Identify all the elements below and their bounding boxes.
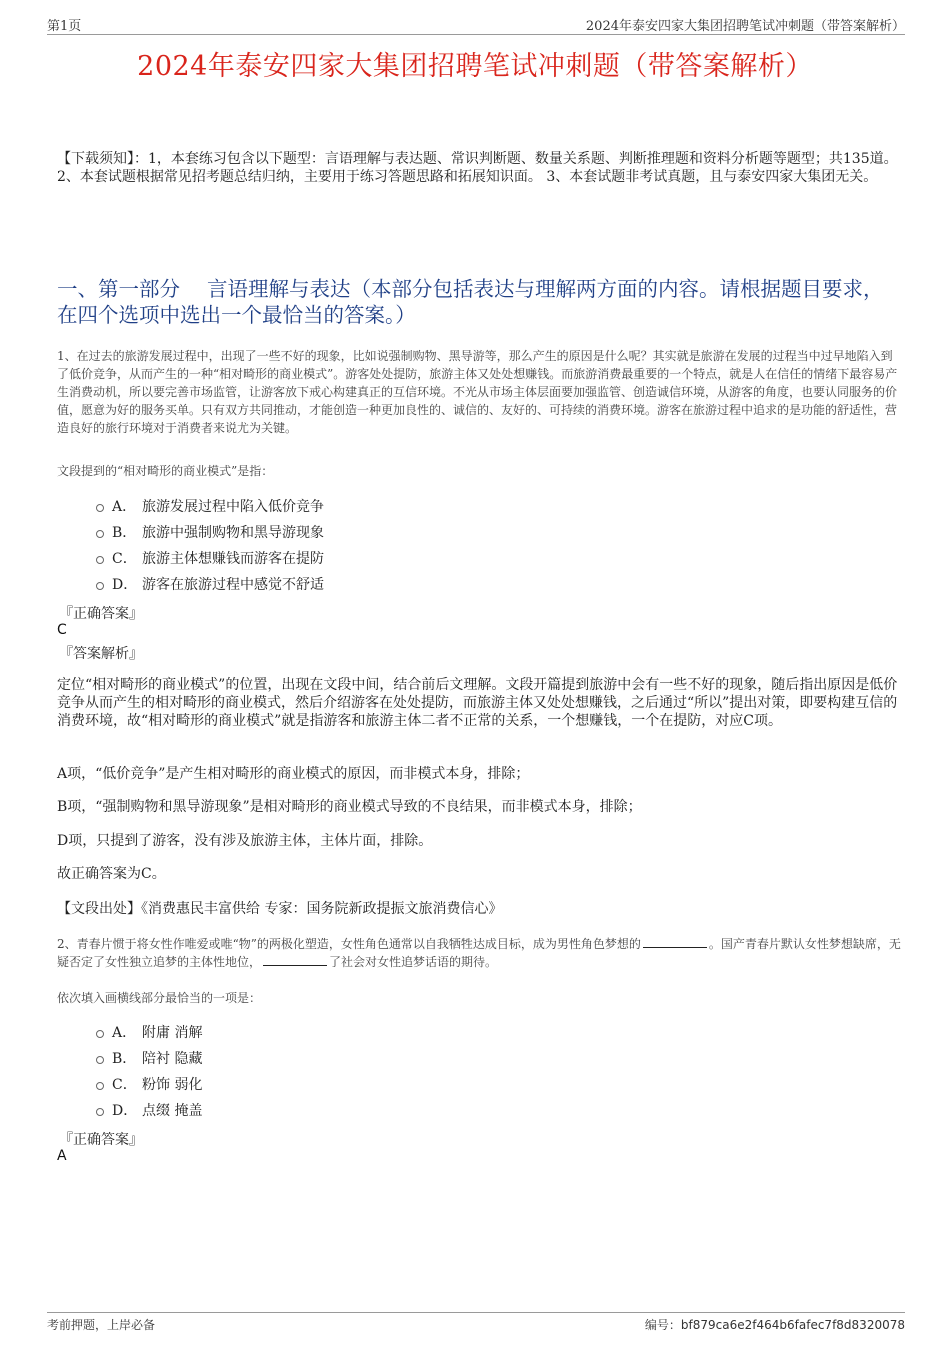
question-1-source: 【文段出处】《消费惠民丰富供给 专家：国务院新政提振文旅消费信心》 <box>57 901 503 917</box>
question-2-option-a[interactable] <box>96 1019 202 1045</box>
option-letter: C． <box>112 1077 137 1093</box>
page-number: 第1页 <box>47 19 82 34</box>
question-1-answer: C <box>57 622 67 638</box>
radio-icon[interactable] <box>96 556 104 564</box>
option-letter: C． <box>112 551 137 567</box>
question-1-option-b[interactable] <box>96 519 324 545</box>
question-1-passage: 1、在过去的旅游发展过程中，出现了一些不好的现象，比如说强制购物、黑导游等，那么产生的原因是什么呢？其实就是旅游在发展的过程当中过早地陷入到了低价竞争，从而产生的一种“相对畸形的商业模式”。游客处处提防，旅游主体又处处想赚钱。而旅游消费最重要的一个特点，就是人在信任的情绪下最容易产生消费动机，所以要完善市场监管，让游客放下戒心构建真正的互信环境。不光从市场主体层面要加强监管、创造诚信环境，从游客的角度，也要认同服务的价值，愿意为好的服务买单。只有双方共同推动，才能创造一种更加良性的、诚信的、友好的、可持续的消费环境。游客在旅游过程中追求的是功能的舒适性，营造良好的旅行环境对于消费者来说尤为关键。 <box>57 349 898 435</box>
option-letter: B． <box>112 1051 137 1067</box>
radio-icon[interactable] <box>96 1056 104 1064</box>
question-1-analysis-b: B项，“强制购物和黑导游现象”是相对畸形的商业模式导致的不良结果，而非模式本身，排除； <box>57 799 642 815</box>
radio-icon[interactable] <box>96 530 104 538</box>
question-1-option-c[interactable] <box>96 545 324 571</box>
question-2-option-d[interactable] <box>96 1097 202 1123</box>
section-title: 一、第一部分 言语理解与表达（本部分包括表达与理解两方面的内容。请根据题目要求，在四个选项中选出一个最恰当的答案。） <box>57 277 884 327</box>
question-2-passage-part3: 了社会对女性追梦话语的期待。 <box>329 955 498 969</box>
question-2-prompt: 依次填入画横线部分最恰当的一项是： <box>57 991 262 1005</box>
footer-code-label: 编号： <box>644 1318 681 1332</box>
option-letter: A． <box>112 1025 137 1041</box>
question-2-option-c[interactable] <box>96 1071 202 1097</box>
question-1-option-a[interactable] <box>96 493 324 519</box>
blank-line <box>263 953 327 966</box>
download-notice: 【下载须知】：1，本套练习包含以下题型：言语理解与表达题、常识判断题、数量关系题、判断推理题和资料分析题等题型；共135道。 2、本套试题根据常见招考题总结归纳，主要用于练习答题思路和拓展知识面。 3、本套试题非考试真题，且与泰安四家大集团无关。 <box>57 151 898 185</box>
question-2-passage-part1: 2、青春片惯于将女性作唯爱或唯“物”的两极化塑造，女性角色通常以自我牺牲达成目标，成为男性角色梦想的 <box>57 937 641 951</box>
radio-icon[interactable] <box>96 1108 104 1116</box>
option-text: 附庸 消解 <box>142 1025 203 1041</box>
option-text: 点缀 掩盖 <box>142 1103 203 1119</box>
header-doc-title: 2024年泰安四家大集团招聘笔试冲刺题（带答案解析） <box>585 19 905 34</box>
question-1-analysis-label: 『答案解析』 <box>59 646 143 662</box>
footer-code <box>645 1316 905 1333</box>
radio-icon[interactable] <box>96 1030 104 1038</box>
radio-icon[interactable] <box>96 504 104 512</box>
question-1-option-d[interactable] <box>96 571 324 597</box>
option-letter: A． <box>112 499 137 515</box>
option-letter: D． <box>112 1103 138 1119</box>
option-text: 陪衬 隐藏 <box>142 1051 203 1067</box>
radio-icon[interactable] <box>96 582 104 590</box>
question-1-analysis-main: 定位“相对畸形的商业模式”的位置，出现在文段中间，结合前后文理解。文段开篇提到旅游中会有一些不好的现象，随后指出原因是低价竞争从而产生的相对畸形的商业模式，然后介绍游客在处处提防，而旅游主体又处处想赚钱，之后通过“所以”提出对策，即要构建互信的消费环境，故“相对畸形的商业模式”就是指游客和旅游主体二者不正常的关系，一个想赚钱，一个在提防，对应C项。 <box>57 677 898 729</box>
question-1-analysis-d: D项，只提到了游客，没有涉及旅游主体，主体片面，排除。 <box>57 833 433 849</box>
page-header <box>47 14 905 35</box>
option-text: 游客在旅游过程中感觉不舒适 <box>142 577 324 593</box>
question-2-answer: A <box>57 1148 67 1164</box>
question-2-option-b[interactable] <box>96 1045 202 1071</box>
option-letter: B． <box>112 525 137 541</box>
question-1-prompt: 文段提到的“相对畸形的商业模式”是指： <box>57 464 274 478</box>
question-1-options <box>96 493 324 597</box>
option-text: 粉饰 弱化 <box>142 1077 203 1093</box>
option-letter: D． <box>112 577 138 593</box>
footer-slogan: 考前押题，上岸必备 <box>47 1318 156 1332</box>
option-text: 旅游主体想赚钱而游客在提防 <box>142 551 324 567</box>
question-2-answer-label: 『正确答案』 <box>59 1132 143 1148</box>
radio-icon[interactable] <box>96 1082 104 1090</box>
question-1-analysis-conclusion: 故正确答案为C。 <box>57 866 166 882</box>
question-1-analysis-a: A项，“低价竞争”是产生相对畸形的商业模式的原因，而非模式本身，排除； <box>57 766 530 782</box>
question-2-passage <box>57 935 902 971</box>
question-2-passage-part2: 。国产青春片默认女性梦想缺席，无疑否定了女性独立追梦的主体性地位， <box>57 937 901 969</box>
footer-code-value: bf879ca6e2f464b6fafec7f8d8320078 <box>680 1318 905 1332</box>
option-text: 旅游中强制购物和黑导游现象 <box>142 525 324 541</box>
blank-line <box>643 935 707 948</box>
question-2-options <box>96 1019 202 1123</box>
document-title: 2024年泰安四家大集团招聘笔试冲刺题（带答案解析） <box>137 51 813 82</box>
option-text: 旅游发展过程中陷入低价竞争 <box>142 499 324 515</box>
question-1-answer-label: 『正确答案』 <box>59 606 143 622</box>
page-footer <box>47 1312 905 1337</box>
